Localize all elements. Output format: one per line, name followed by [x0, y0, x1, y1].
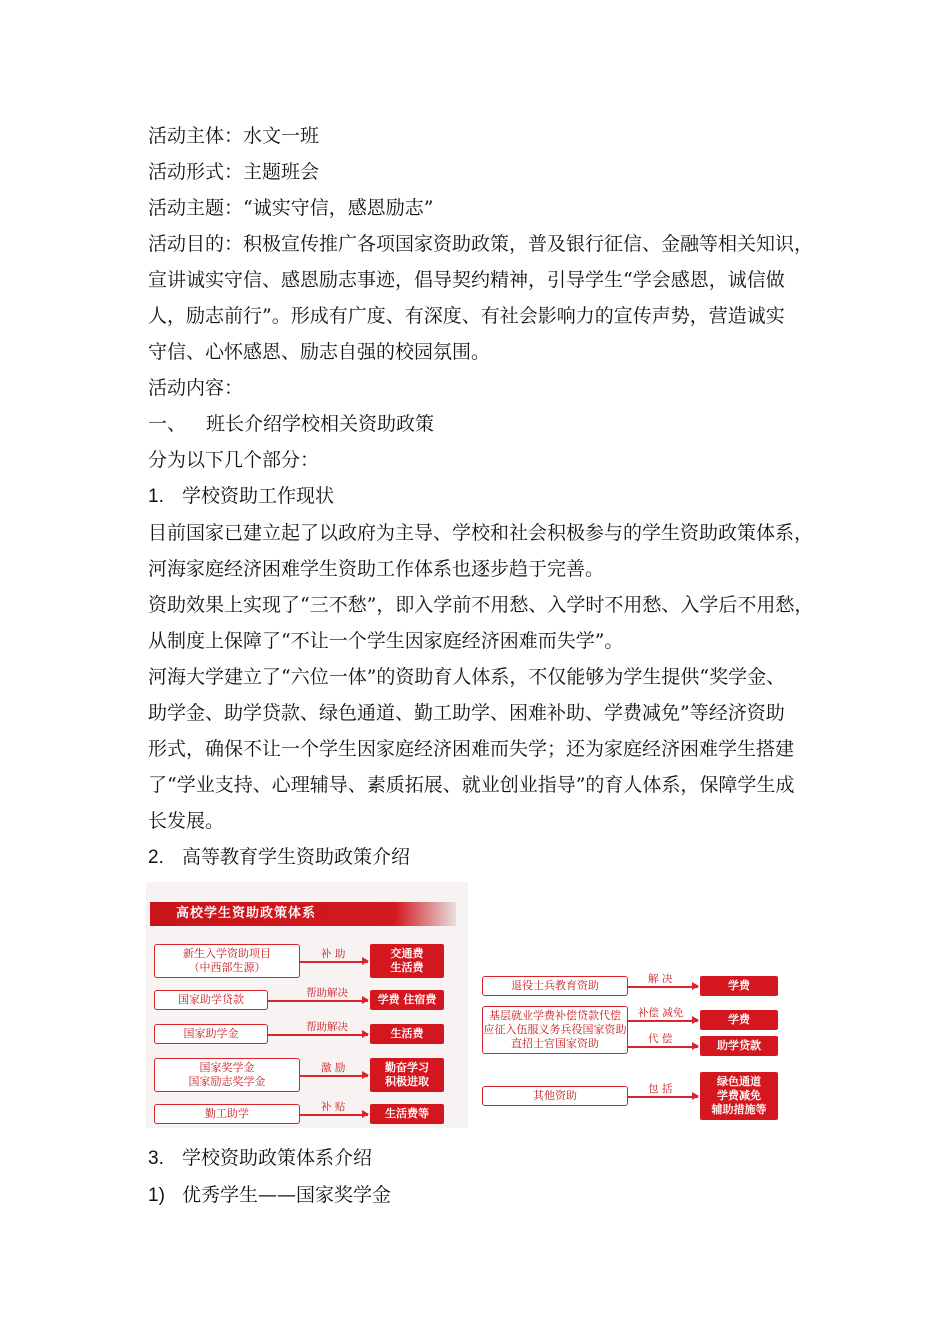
figure-title: 高校学生资助政策体系 [150, 902, 456, 926]
list-heading [148, 478, 828, 515]
relation-label: 补 贴 [321, 1101, 346, 1113]
list-heading [148, 1140, 828, 1177]
benefit-label: 生活费 [390, 961, 424, 974]
list-title: 优秀学生——国家奖学金 [182, 1184, 392, 1206]
paragraph: 宣讲诚实守信、感恩励志事迹，倡导契约精神，引导学生“学会感恩，诚信做 [148, 269, 785, 291]
list-title: 学校资助政策体系介绍 [182, 1147, 373, 1169]
benefit-label: 辅助措施等 [711, 1103, 767, 1116]
paragraph: 人，励志前行”。形成有广度、有深度、有社会影响力的宣传声势，营造诚实 [148, 305, 785, 327]
relation-label: 补 助 [321, 948, 346, 960]
benefit-box [370, 1024, 444, 1044]
benefit-label: 学费减免 [717, 1089, 761, 1102]
paragraph: 活动主体：水文一班 [148, 125, 320, 147]
policy-label: 国家奖学金 [199, 1061, 255, 1074]
policy-label: 国家励志奖学金 [188, 1075, 266, 1088]
policy-label: （中西部生源） [188, 961, 266, 974]
list-title: 学校资助工作现状 [182, 485, 335, 507]
paragraph: 从制度上保障了“不让一个学生因家庭经济困难而失学”。 [148, 630, 624, 652]
paragraph: 活动主题：“诚实守信，感恩励志” [148, 197, 434, 219]
arrow [628, 1020, 698, 1022]
relation-label: 补偿 减免 [638, 1007, 684, 1019]
section-number: 一、 [148, 413, 187, 435]
benefit-box [370, 1104, 444, 1124]
policy-box [482, 1086, 628, 1106]
policy-box [482, 1006, 628, 1054]
benefit-label: 生活费等 [385, 1107, 429, 1120]
policy-label: 应征入伍服义务兵役国家资助 [483, 1023, 627, 1036]
relation-label: 解 决 [648, 973, 673, 985]
relation-label: 帮助解决 [306, 1021, 348, 1033]
relation-label: 代 偿 [648, 1033, 673, 1045]
benefit-label: 助学贷款 [717, 1039, 761, 1052]
paragraph: 活动目的：积极宣传推广各项国家资助政策，普及银行征信、金融等相关知识， [148, 233, 814, 255]
policy-label: 国家助学贷款 [178, 993, 244, 1006]
benefit-box [700, 1010, 778, 1030]
section-title: 班长介绍学校相关资助政策 [206, 413, 435, 435]
benefit-label: 勤奋学习 [385, 1061, 429, 1074]
arrow [268, 1000, 368, 1002]
paragraph: 长发展。 [148, 810, 225, 832]
benefit-label: 交通费 [390, 947, 424, 960]
paragraph: 形式，确保不让一个学生因家庭经济困难而失学；还为家庭经济困难学生搭建 [148, 738, 795, 760]
arrow [300, 1114, 368, 1116]
policy-label: 新生入学资助项目 [183, 947, 271, 960]
arrow [628, 1096, 698, 1098]
policy-box [154, 1058, 300, 1092]
policy-label: 基层就业学费补偿贷款代偿 [489, 1009, 621, 1022]
list-heading [148, 1177, 828, 1214]
benefit-label: 积极进取 [385, 1075, 429, 1088]
policy-box [482, 976, 628, 996]
arrow [268, 1034, 368, 1036]
policy-box [154, 944, 300, 978]
policy-box [154, 990, 268, 1010]
benefit-label: 生活费 [390, 1027, 424, 1040]
section-heading [148, 406, 828, 442]
paragraph: 分为以下几个部分： [148, 449, 320, 471]
list-number: 1) [148, 1185, 165, 1206]
relation-label: 帮助解决 [306, 987, 348, 999]
benefit-box [700, 1072, 778, 1120]
paragraph: 资助效果上实现了“三不愁”，即入学前不用愁、入学时不用愁、入学后不用愁， [148, 594, 814, 616]
paragraph: 活动内容： [148, 377, 244, 399]
paragraph: 了“学业支持、心理辅导、素质拓展、就业创业指导”的育人体系，保障学生成 [148, 774, 795, 796]
policy-system-figure [146, 882, 468, 1128]
paragraph: 目前国家已建立起了以政府为主导、学校和社会积极参与的学生资助政策体系， [148, 522, 814, 544]
relation-label: 包 括 [648, 1083, 673, 1095]
paragraph: 助学金、助学贷款、绿色通道、勤工助学、困难补助、学费减免”等经济资助 [148, 702, 785, 724]
paragraph: 河海家庭经济困难学生资助工作体系也逐步趋于完善。 [148, 558, 605, 580]
policy-label: 勤工助学 [205, 1107, 249, 1120]
policy-box [154, 1104, 300, 1124]
benefit-label: 学费 [728, 1013, 750, 1026]
policy-label: 直招士官国家资助 [511, 1037, 599, 1050]
arrow [300, 1075, 368, 1077]
relation-label: 激 励 [321, 1062, 346, 1074]
benefit-label: 绿色通道 [717, 1075, 761, 1088]
benefit-box [370, 990, 444, 1010]
arrow [628, 1046, 698, 1048]
benefit-box [370, 1058, 444, 1092]
other-aid-figure [478, 942, 780, 1128]
policy-box [154, 1024, 268, 1044]
list-title: 高等教育学生资助政策介绍 [182, 846, 411, 868]
benefit-box [700, 1036, 778, 1056]
figures-row [148, 882, 828, 1140]
list-number: 3. [148, 1148, 164, 1169]
document-page [148, 118, 828, 1214]
paragraph: 守信、心怀感恩、励志自强的校园氛围。 [148, 341, 491, 363]
paragraph: 活动形式：主题班会 [148, 161, 320, 183]
paragraph: 河海大学建立了“六位一体”的资助育人体系，不仅能够为学生提供“奖学金、 [148, 666, 786, 688]
benefit-label: 学费 住宿费 [377, 993, 437, 1006]
policy-label: 国家助学金 [183, 1027, 239, 1040]
list-number: 1. [148, 486, 164, 507]
benefit-box [700, 976, 778, 996]
list-heading [148, 839, 828, 876]
benefit-box [370, 944, 444, 978]
arrow [628, 986, 698, 988]
benefit-label: 学费 [728, 979, 750, 992]
policy-label: 退役士兵教育资助 [511, 979, 599, 992]
policy-label: 其他资助 [533, 1089, 577, 1102]
list-number: 2. [148, 847, 164, 868]
arrow [300, 961, 368, 963]
